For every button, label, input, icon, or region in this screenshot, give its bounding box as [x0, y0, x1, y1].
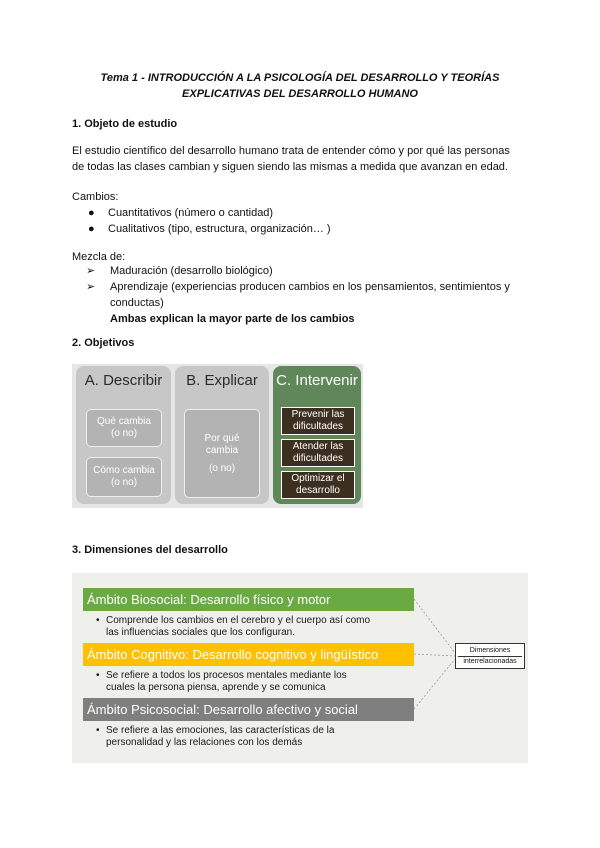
connector-line: [414, 654, 455, 656]
section-heading-objetivos: 2. Objetivos: [72, 337, 135, 349]
section-heading-objeto: 1. Objeto de estudio: [72, 118, 178, 130]
objetivo-item: Qué cambia (o no): [86, 409, 162, 447]
mezcla-list: [72, 263, 510, 327]
objetivo-title: A. Describir: [84, 372, 163, 389]
objetivo-intervenir: [273, 366, 361, 504]
arrow-bullet-icon: ➢: [86, 281, 96, 293]
ambito-biosocial-title: Ámbito Biosocial: Desarrollo físico y motor: [83, 588, 414, 611]
cambios-list: [72, 205, 331, 237]
objetivo-title: B. Explicar: [186, 372, 258, 389]
section-heading-dimensiones: 3. Dimensiones del desarrollo: [72, 544, 228, 556]
bullet-icon: •: [96, 670, 100, 681]
page-title: [72, 70, 528, 102]
ambito-biosocial-desc: • Comprende los cambios en el cerebro y el cuerpo así como las influencias sociales que los configuran.: [96, 615, 371, 638]
list-item-continuation: conductas): [110, 297, 164, 309]
ambito-psicosocial-desc: • Se refiere a las emociones, las características de la personalidad y las relaciones con los demás: [96, 725, 335, 748]
dimensiones-interrelacionadas-box: Dimensiones interrelacionadas: [455, 643, 525, 669]
objeto-paragraph: [72, 143, 532, 175]
objetivo-title: C. Intervenir: [276, 372, 358, 389]
connector-line: [414, 599, 455, 653]
objetivo-item: Por qué cambia (o no): [184, 409, 260, 498]
page-title-line-2: EXPLICATIVAS DEL DESARROLLO HUMANO: [182, 88, 418, 100]
objeto-paragraph-line-1: El estudio científico del desarrollo humano trata de entender cómo y por qué las personas: [72, 145, 510, 157]
bullet-icon: ●: [88, 207, 95, 219]
ambito-cognitivo-desc: • Se refiere a todos los procesos mentales mediante los cuales la persona piensa, aprende y se comunica: [96, 670, 347, 693]
objetivos-diagram: [72, 364, 363, 508]
bullet-icon: ●: [88, 223, 95, 235]
mezcla-label: Mezcla de:: [72, 251, 126, 263]
arrow-bullet-icon: ➢: [86, 265, 96, 277]
list-item: ➢ Aprendizaje (experiencias producen cambios en los pensamientos, sentimientos y: [86, 281, 510, 293]
objetivo-explicar: [175, 366, 269, 504]
ambito-cognitivo-title: Ámbito Cognitivo: Desarrollo cognitivo y lingüístico: [83, 643, 414, 666]
mezcla-conclusion: Ambas explican la mayor parte de los cambios: [110, 313, 355, 325]
connector-line: [414, 659, 455, 709]
objetivo-describir: [76, 366, 171, 504]
list-item: ➢ Maduración (desarrollo biológico): [86, 265, 273, 277]
objetivo-item: Atender las dificultades: [281, 439, 355, 467]
dimensiones-diagram: [72, 573, 528, 763]
page-title-line-1: Tema 1 - INTRODUCCIÓN A LA PSICOLOGÍA DEL DESARROLLO Y TEORÍAS: [100, 72, 500, 84]
objeto-paragraph-line-2: de todas las clases cambian y siguen siendo las mismas a medida que avanzan en edad.: [72, 161, 508, 173]
list-item: ● Cualitativos (tipo, estructura, organización… ): [88, 223, 331, 235]
cambios-label: Cambios:: [72, 191, 119, 203]
objetivo-item: Prevenir las dificultades: [281, 407, 355, 435]
bullet-icon: •: [96, 615, 100, 626]
ambito-psicosocial-title: Ámbito Psicosocial: Desarrollo afectivo y social: [83, 698, 414, 721]
objetivo-item: Cómo cambia (o no): [86, 457, 162, 497]
objetivo-item: Optimizar el desarrollo: [281, 471, 355, 499]
list-item: ● Cuantitativos (número o cantidad): [88, 207, 274, 219]
bullet-icon: •: [96, 725, 100, 736]
